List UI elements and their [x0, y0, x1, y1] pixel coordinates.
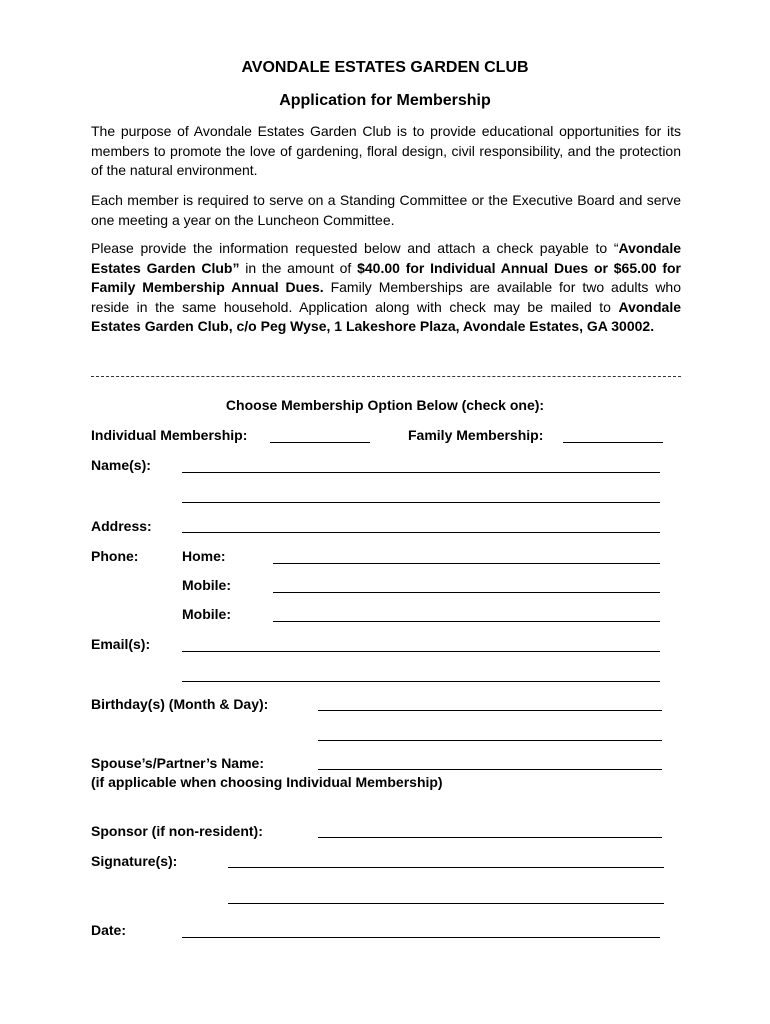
date-label: Date:: [91, 922, 127, 938]
email-field-2[interactable]: [182, 681, 660, 682]
dues-amounts: $40.00 for Individual Annual Dues or $65.00 for Family Membership Annual Dues.: [91, 259, 682, 295]
instructions-text-2: in the amount of: [239, 259, 358, 276]
address-label: Address:: [91, 518, 152, 534]
instructions-paragraph: [91, 239, 681, 337]
mobile-phone-label-1: Mobile:: [182, 577, 231, 593]
sponsor-label: Sponsor (if non-resident):: [91, 823, 263, 839]
membership-option-heading: Choose Membership Option Below (check one):: [225, 397, 545, 413]
signature-field-1[interactable]: [228, 867, 664, 868]
family-membership-checkline[interactable]: [563, 442, 663, 443]
instructions-text-3: Family Memberships are available for two adults who reside in the same household. Application along with check may be mailed to: [91, 279, 682, 315]
birthday-field-2[interactable]: [318, 740, 662, 741]
emails-label: Email(s):: [91, 636, 151, 652]
instructions-text-1: Please provide the information requested below and attach a check payable to “: [91, 240, 619, 256]
home-phone-label: Home:: [182, 548, 226, 564]
club-name-heading: AVONDALE ESTATES GARDEN CLUB: [241, 59, 529, 76]
mobile-phone-label-2: Mobile:: [182, 606, 231, 622]
spouse-name-field[interactable]: [318, 769, 662, 770]
birthday-label: Birthday(s) (Month & Day):: [91, 696, 269, 712]
sponsor-field[interactable]: [318, 837, 662, 838]
name-field-1[interactable]: [182, 472, 660, 473]
date-field[interactable]: [182, 937, 660, 938]
mobile-phone-field-2[interactable]: [273, 621, 660, 622]
signature-field-2[interactable]: [228, 903, 664, 904]
address-field[interactable]: [182, 532, 660, 533]
signature-label: Signature(s):: [91, 853, 178, 869]
names-label: Name(s):: [91, 457, 151, 473]
mailing-address: Avondale Estates Garden Club, c/o Peg Wyse, 1 Lakeshore Plaza, Avondale Estates, GA 30002.: [91, 298, 681, 334]
purpose-paragraph: The purpose of Avondale Estates Garden Club is to provide educational opportunities for its members to promote the love of gardening, floral design, civil responsibility, and the protection of the natural environment.: [91, 123, 681, 178]
individual-membership-label: Individual Membership:: [91, 427, 248, 443]
requirement-paragraph: Each member is required to serve on a Standing Committee or the Executive Board and serve one meeting a year on the Luncheon Committee.: [91, 192, 681, 228]
name-field-2[interactable]: [182, 502, 660, 503]
individual-membership-checkline[interactable]: [270, 442, 370, 443]
spouse-note: (if applicable when choosing Individual Membership): [91, 774, 443, 790]
mobile-phone-field-1[interactable]: [273, 592, 660, 593]
home-phone-field[interactable]: [273, 563, 660, 564]
birthday-field-1[interactable]: [318, 710, 662, 711]
spouse-label: Spouse’s/Partner’s Name:: [91, 755, 264, 771]
family-membership-label: Family Membership:: [408, 427, 544, 443]
payee-name: Avondale Estates Garden Club”: [91, 240, 681, 276]
email-field-1[interactable]: [182, 651, 660, 652]
cut-line-divider: [91, 376, 681, 377]
form-title: Application for Membership: [279, 92, 491, 109]
phone-label: Phone:: [91, 548, 139, 564]
